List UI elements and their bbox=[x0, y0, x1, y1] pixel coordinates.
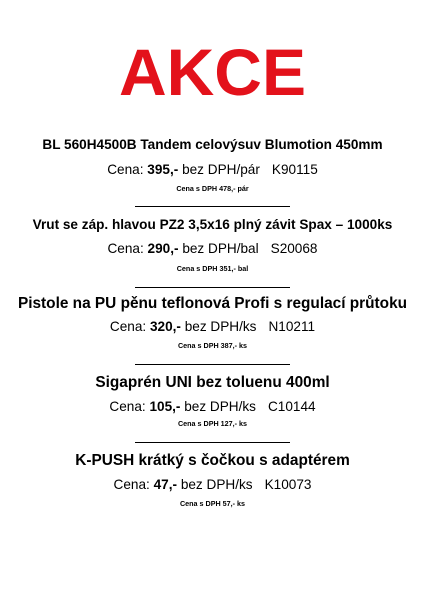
product-name: BL 560H4500B Tandem celovýsuv Blumotion 450mm bbox=[42, 137, 383, 152]
product-code: K90115 bbox=[271, 162, 318, 177]
price-unit: bez DPH/ks bbox=[180, 477, 253, 492]
product-item bbox=[0, 216, 425, 234]
product-item bbox=[0, 294, 425, 314]
product-code: K10073 bbox=[264, 477, 312, 492]
price-value: 395,- bbox=[147, 162, 179, 177]
price-line bbox=[0, 398, 425, 416]
divider bbox=[135, 206, 290, 207]
product-code: C10144 bbox=[267, 399, 316, 414]
price-value: 105,- bbox=[149, 399, 181, 414]
price-value: 47,- bbox=[153, 477, 178, 492]
divider bbox=[135, 287, 290, 288]
vat-note: Cena s DPH 351,- bal bbox=[176, 264, 249, 273]
price-label: Cena: bbox=[107, 241, 144, 256]
product-item bbox=[0, 451, 425, 471]
price-line bbox=[0, 161, 425, 179]
price-label: Cena: bbox=[113, 477, 150, 492]
product-item bbox=[0, 136, 425, 154]
price-label: Cena: bbox=[109, 399, 146, 414]
product-name: Vrut se záp. hlavou PZ2 3,5x16 plný závit Spax – 1000ks bbox=[32, 217, 393, 232]
price-value: 290,- bbox=[147, 241, 179, 256]
price-line bbox=[0, 318, 425, 336]
product-name: K-PUSH krátký s čočkou s adaptérem bbox=[75, 452, 350, 469]
divider bbox=[135, 364, 290, 365]
price-label: Cena: bbox=[109, 319, 147, 334]
product-name: Sigaprén UNI bez toluenu 400ml bbox=[95, 374, 330, 391]
price-unit: bez DPH/bal bbox=[182, 241, 259, 256]
divider bbox=[135, 442, 290, 443]
product-code: N10211 bbox=[268, 319, 316, 334]
product-code: S20068 bbox=[270, 241, 318, 256]
price-label: Cena: bbox=[107, 162, 144, 177]
price-unit: bez DPH/ks bbox=[184, 399, 256, 414]
price-line bbox=[0, 240, 425, 258]
price-line bbox=[0, 476, 425, 494]
page-title: AKCE bbox=[118, 35, 306, 109]
vat-note: Cena s DPH 387,- ks bbox=[177, 341, 248, 350]
vat-note: Cena s DPH 57,- ks bbox=[179, 499, 246, 508]
price-value: 320,- bbox=[149, 319, 181, 334]
price-unit: bez DPH/ks bbox=[184, 319, 257, 334]
vat-note: Cena s DPH 127,- ks bbox=[177, 419, 248, 428]
product-name: Pistole na PU pěnu teflonová Profi s regulací průtoku bbox=[17, 295, 408, 312]
price-unit: bez DPH/pár bbox=[182, 162, 260, 177]
vat-note: Cena s DPH 478,- pár bbox=[176, 184, 249, 193]
product-item bbox=[0, 373, 425, 393]
